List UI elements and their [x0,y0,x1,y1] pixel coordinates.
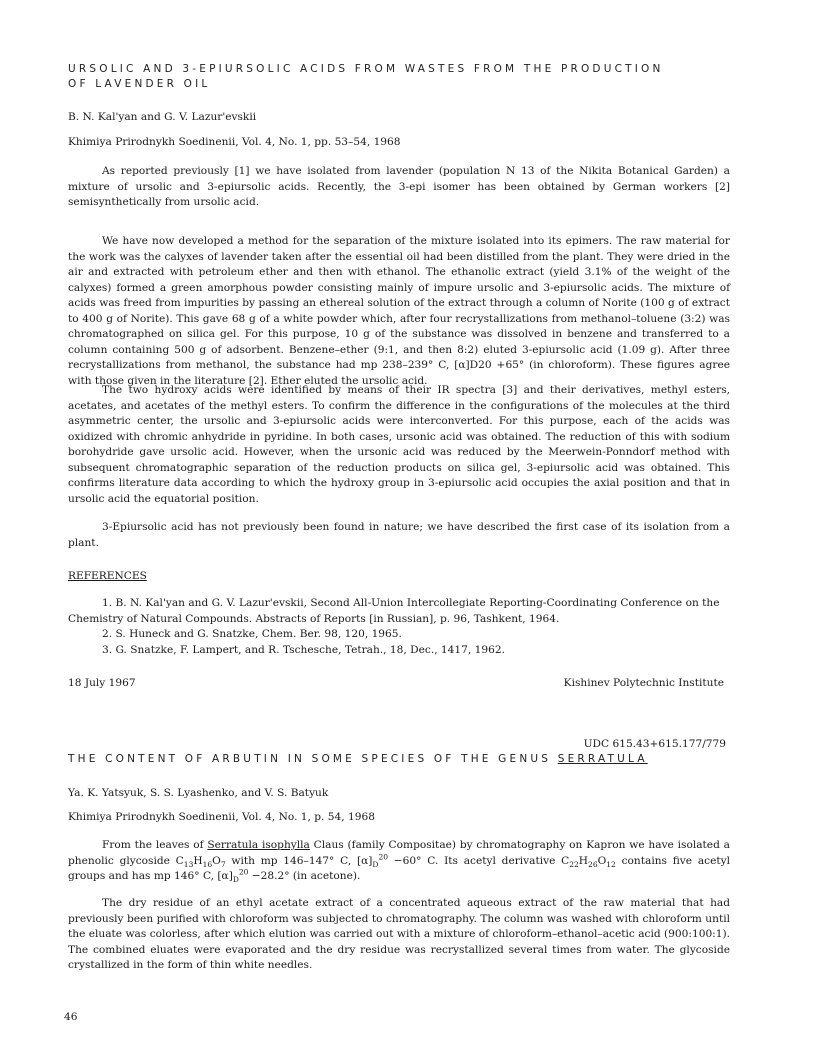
superscript: 20 [238,867,249,877]
text-run: From the leaves of [102,839,208,851]
subscript: D [372,859,379,869]
text-run: −28.2° (in acetone). [248,870,361,882]
text-run: H [578,854,589,867]
references-heading: REFERENCES [68,570,147,582]
subscript: 22 [569,859,579,869]
paragraph-text: As reported previously [1] we have isolated from lavender (population N 13 of the Nikita Botanical Garden) a mixture of ursolic and 3-epiursolic acids. Recently, the 3-epi isomer has been obtained by German workers [2] semisynthetically from ursolic acid. [68,165,730,208]
reference-text: 3. G. Snatzke, F. Lampert, and R. Tschesche, Tetrah., 18, Dec., 1417, 1962. [102,644,505,656]
reference-item-1 [68,596,730,627]
paragraph-text: The dry residue of an ethyl acetate extract of a concentrated aqueous extract of the raw material that had previously been purified with chloroform was subjected to chromatography. The column was washed with chloroform until the eluate was colorless, after which elution was carried out with a mixture of chloroform–ethanol–acetic acid (900:100:1). The combined eluates were evaporated and the dry residue was recrystallized several times from water. The glycoside crystallized in the form of thin white needles. [68,897,730,971]
subscript: 12 [606,859,616,869]
udc-code: UDC 615.43+615.177/779 [583,738,726,750]
page-number: 46 [64,1011,78,1023]
article1-title [68,62,708,92]
article2-title [68,752,768,767]
paragraph-text [68,838,730,885]
paragraph-text: 3-Epiursolic acid has not previously been found in nature; we have described the first case of its isolation from a plant. [68,521,730,549]
article1-paragraph-4 [68,520,730,551]
article1-paragraph-3 [68,383,730,507]
text-run: O [212,854,221,867]
paragraph-text: The two hydroxy acids were identified by means of their IR spectra [3] and their derivatives, methyl esters, acetates, and acetates of the methyl esters. To confirm the difference in the configurations of the molecules at the third asymmetric center, the ursolic and 3-epiursolic acids were interconverted. For this purpose, each of the acids was oxidized with chromic anhydride in pyridine. In both cases, ursonic acid was obtained. The reduction of this with sodium borohydride gave ursolic acid. However, when the ursonic acid was reduced by the Meerwein-Ponndorf method with subsequent chromatographic separation of the reduction products on silica gel, 3-epiursolic acid was obtained. This confirms literature data according to which the hydroxy group in 3-epiursolic acid occupies the axial position and that in ursolic acid the equatorial position. [68,384,730,505]
superscript: 20 [378,851,388,861]
article1-title-line1: URSOLIC AND 3-EPIURSOLIC ACIDS FROM WASTES FROM THE PRODUCTION [68,63,664,75]
subscript: 7 [220,859,226,869]
article1-paragraph-1 [68,164,730,211]
reference-item-2 [68,627,730,643]
text-run: H [193,854,203,867]
article1-citation: Khimiya Prirodnykh Soedinenii, Vol. 4, No. 1, pp. 53–54, 1968 [68,136,401,148]
paragraph-text: We have now developed a method for the separation of the mixture isolated into its epimers. The raw material for the work was the calyxes of lavender taken after the essential oil had been distilled from the plant. They were dried in the air and extracted with petroleum ether and then with ethanol. The ethanolic extract (yield 3.1% of the weight of the calyxes) formed a green amorphous powder consisting mainly of impure ursolic and 3-epiursolic acids. The mixture of acids was freed from impurities by passing an ethereal solution of the extract through a column of Norite (100 g of extract to 400 g of Norite). This gave 68 g of a white powder which, after four recrystallizations from methanol–toluene (3:2) was chromatographed on silica gel. For this purpose, 10 g of the substance was dissolved in benzene and transferred to a column containing 500 g of adsorbent. Benzene–ether (9:1, and then 8:2) eluted 3-epiursolic acid (1.09 g). After three recrystallizations from methanol, the substance had mp 238–239° C, [α]D20 +65° (in chloroform). These figures agree with those given in the literature [2]. Ether eluted the ursolic acid. [68,235,730,387]
article2-title-genus: SERRATULA [557,753,648,765]
subscript: 13 [183,859,194,869]
article2-citation: Khimiya Prirodnykh Soedinenii, Vol. 4, No. 1, p. 54, 1968 [68,811,375,823]
received-date: 18 July 1967 [68,677,136,689]
reference-text: 2. S. Huneck and G. Snatzke, Chem. Ber. 98, 120, 1965. [102,628,402,640]
text-run: −60° C. Its acetyl derivative C [387,854,570,867]
article1-paragraph-2 [68,234,730,389]
subscript: 16 [202,859,213,869]
text-run: Claus (family Compositae) by chromatography on Kapron we have isolated a phenolic glycoside C [68,839,730,867]
reference-text: 1. B. N. Kal'yan and G. V. Lazur'evskii, Second All-Union Intercollegiate Reporting-Coordinating Conference on the Chemistry of Natural Compounds. Abstracts of Reports [in Russian], p. 96, Tashkent, 1964. [68,597,720,625]
article2-authors: Ya. K. Yatsyuk, S. S. Lyashenko, and V. S. Batyuk [68,787,329,799]
institute: Kishinev Polytechnic Institute [563,677,724,689]
text-run: contains five acetyl groups and has mp 146° C, [α] [68,854,730,882]
article2-title-prefix: THE CONTENT OF ARBUTIN IN SOME SPECIES OF THE GENUS [68,753,552,765]
text-run: O [597,854,607,867]
subscript: 26 [588,859,598,869]
reference-item-3 [68,643,730,659]
subscript: D [232,875,239,885]
article1-authors: B. N. Kal'yan and G. V. Lazur'evskii [68,111,257,123]
species-name: Serratula isophylla [207,839,310,851]
article1-title-line2: OF LAVENDER OIL [68,78,211,90]
text-run: with mp 146–147° C, [α] [225,854,373,867]
article2-paragraph-1 [68,838,730,885]
article2-paragraph-2 [68,896,730,974]
